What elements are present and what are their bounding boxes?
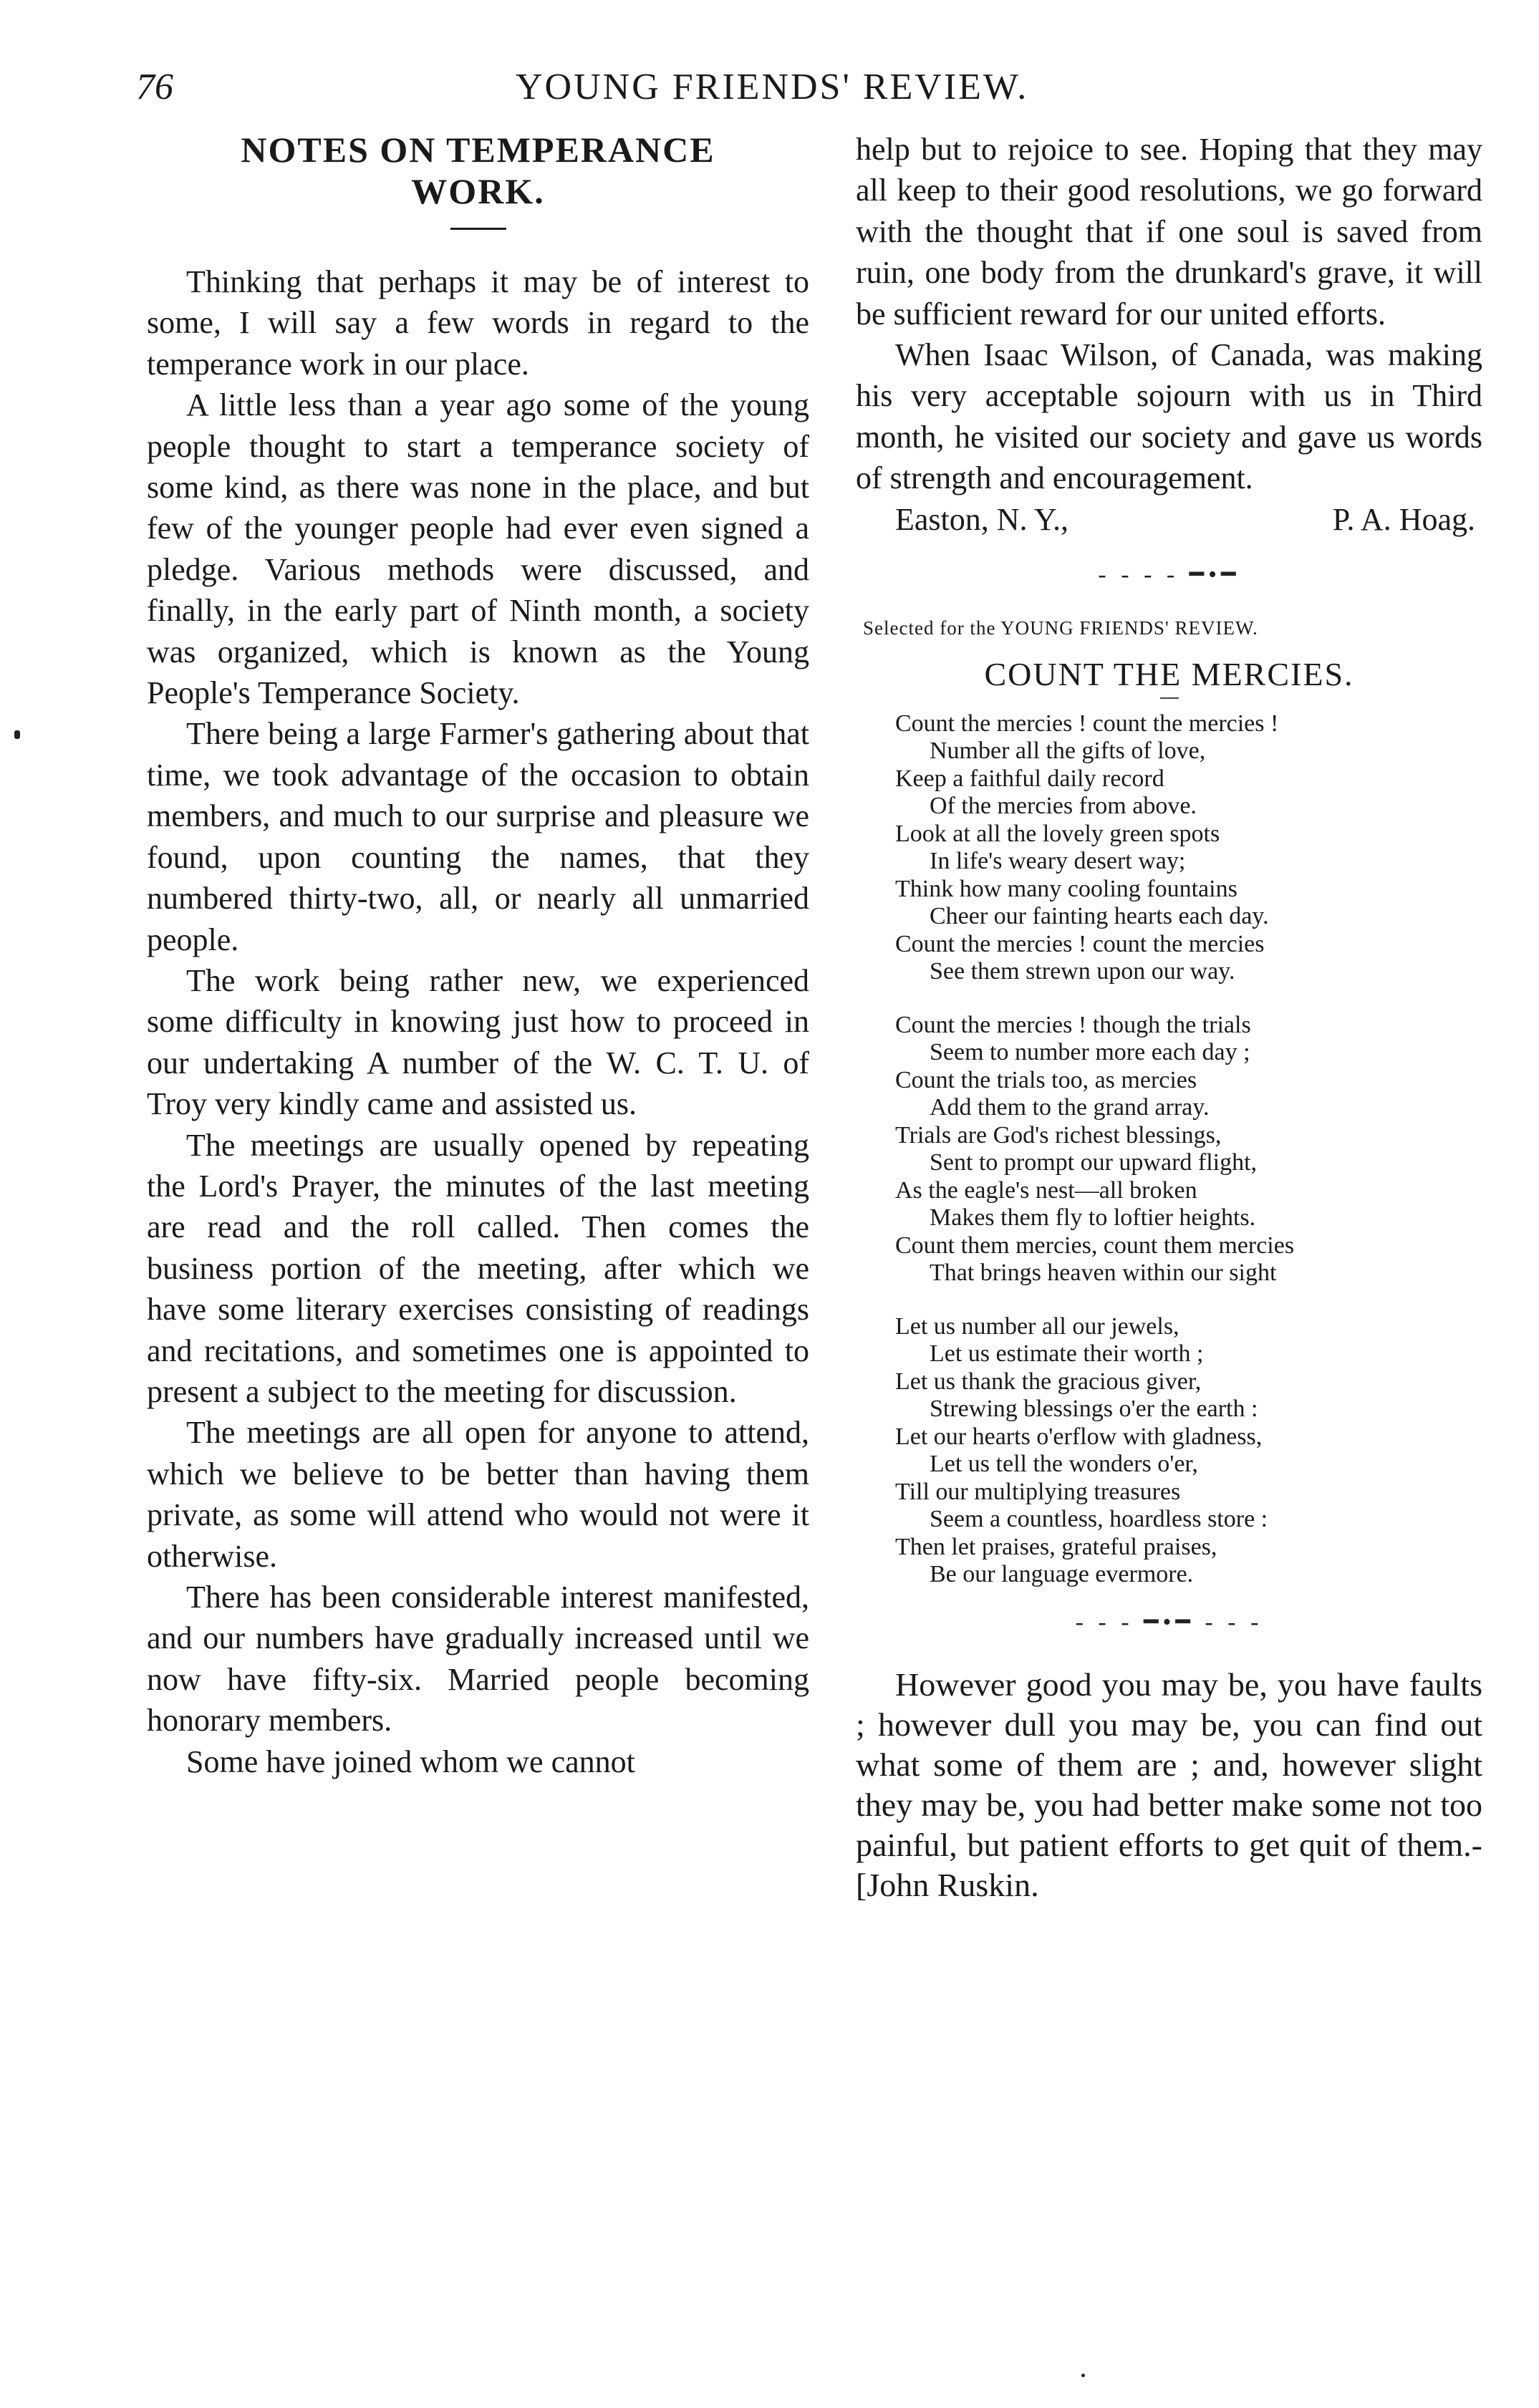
poem-stanza [895, 1313, 1482, 1589]
poem-line: Add them to the grand array. [930, 1094, 1210, 1121]
article-paragraph: Some have joined whom we cannot [186, 1744, 635, 1779]
section-ornament: - - - ━•━ - - - [1075, 1608, 1263, 1635]
article-paragraph: There has been considerable interest manifested, and our numbers have gradually increased until we now have fifty-six. Married people becoming honorary members. [147, 1580, 809, 1739]
article-continuation [856, 129, 1482, 499]
article-title-line-1: NOTES ON TEMPERANCE [241, 130, 715, 170]
right-column [856, 129, 1482, 1905]
section-ornament: - - - - ━•━ [1098, 561, 1240, 588]
poem-line: Strewing blessings o'er the earth : [930, 1396, 1258, 1423]
poem-line: Till our multiplying treasures [895, 1478, 1181, 1505]
poem-line: Count the mercies ! though the trials [895, 1011, 1251, 1038]
title-rule [450, 228, 506, 230]
poem-line: Keep a faithful daily record [895, 765, 1164, 792]
article-paragraph: The work being rather new, we experienced some difficulty in knowing just how to proceed in our undertaking A number of the W. C. T. U. of Troy very kindly came and assisted us. [147, 962, 809, 1122]
poem-line: Count the mercies ! count the mercies ! [895, 710, 1279, 737]
poem-line: Think how many cooling fountains [895, 875, 1238, 902]
article-signoff [856, 499, 1482, 540]
print-speck [1081, 2374, 1085, 2377]
poem-line: Be our language evermore. [930, 1561, 1194, 1588]
poem-line: Count them mercies, count them mercies [895, 1232, 1295, 1259]
isaac-wilson-paragraph: When Isaac Wilson, of Canada, was making his very acceptable sojourn with us in Third month, he visited our society and gave us words of strength and encouragement. [856, 337, 1482, 496]
poem-line: As the eagle's nest—all broken [895, 1176, 1197, 1204]
poem-title: COUNT THE MERCIES. [984, 655, 1354, 692]
poem-line: Makes them fly to loftier heights. [930, 1204, 1256, 1232]
poem-line: Trials are God's richest blessings, [895, 1121, 1222, 1149]
signoff-place: Easton, N. Y., [895, 501, 1068, 537]
article-title [147, 129, 809, 212]
continuation-paragraph: help but to rejoice to see. Hoping that they may all keep to their good resolutions, we go forward with the thought that if one soul is saved from ruin, one body from the drunkard's grave, it will be sufficient reward for our united efforts. [856, 132, 1482, 332]
poem-line: Sent to prompt our upward flight, [930, 1149, 1258, 1176]
print-speck [14, 730, 20, 739]
poem-line: Of the mercies from above. [930, 793, 1197, 820]
poem-line: That brings heaven within our sight [930, 1259, 1277, 1287]
ruskin-quote [856, 1665, 1482, 1905]
article-paragraph: A little less than a year ago some of the young people thought to start a temperance society of some kind, as there was none in the place, and but few of the younger people had ever even signed a pledge. Various methods were discussed, and finally, in the early part of Ninth month, a society was organized, which is known as the Young People's Temperance Society. [147, 387, 809, 711]
poem-line: Let us number all our jewels, [895, 1312, 1179, 1340]
poem-stanza [895, 1012, 1482, 1287]
poem-line: Let our hearts o'erflow with gladness, [895, 1423, 1263, 1450]
poem-line: Seem a countless, hoardless store : [930, 1506, 1268, 1533]
poem-line: Let us thank the gracious giver, [895, 1368, 1202, 1395]
article-title-line-2: WORK. [411, 171, 545, 211]
selected-note: Selected for the YOUNG FRIENDS' REVIEW. [863, 616, 1258, 639]
running-title: YOUNG FRIENDS' REVIEW. [516, 67, 1029, 107]
poem-line: Number all the gifts of love, [930, 738, 1206, 765]
poem-stanza [895, 710, 1482, 986]
poem-line: Count the mercies ! count the mercies [895, 930, 1265, 957]
poem-line: Let us estimate their worth ; [930, 1340, 1204, 1368]
poem-line: Then let praises, grateful praises, [895, 1533, 1217, 1560]
poem-line: Seem to number more each day ; [930, 1039, 1250, 1066]
poem-line: Count the trials too, as mercies [895, 1066, 1197, 1093]
article-paragraph: The meetings are usually opened by repeating the Lord's Prayer, the minutes of the last meeting are read and the roll called. Then comes the business portion of the meeting, after which we have some literary exercises consisting of readings and recitations, and sometimes one is appointed to present a subject to the meeting for discussion. [147, 1127, 809, 1409]
article-paragraph: Thinking that perhaps it may be of interest to some, I will say a few words in regard to the temperance work in our place. [147, 264, 809, 382]
poem-line: Cheer our fainting hearts each day. [930, 903, 1269, 930]
page-number: 76 [136, 67, 173, 107]
ruskin-quote-text: However good you may be, you have faults ; however dull you may be, you can find out what some of them are ; and, however slight they may be, you had better make some not too painful, but patient efforts to get quit of them.- [John Ruskin. [856, 1665, 1482, 1903]
poem-line: See them strewn upon our way. [930, 958, 1235, 985]
poem-line: In life's weary desert way; [930, 848, 1186, 875]
article-body [147, 261, 809, 1782]
poem-title-rule [1160, 697, 1179, 699]
signoff-author: P. A. Hoag. [1332, 501, 1475, 537]
article-paragraph: The meetings are all open for anyone to attend, which we believe to be better than having them private, as some will attend who would not were it otherwise. [147, 1415, 809, 1574]
article-paragraph: There being a large Farmer's gathering about that time, we took advantage of the occasion to obtain members, and much to our surprise and pleasure we found, upon counting the names, that they numbered thirty-two, all, or nearly all unmarried people. [147, 716, 809, 957]
poem-line: Look at all the lovely green spots [895, 820, 1220, 847]
left-column [147, 129, 809, 1782]
poem-line: Let us tell the wonders o'er, [930, 1451, 1198, 1478]
